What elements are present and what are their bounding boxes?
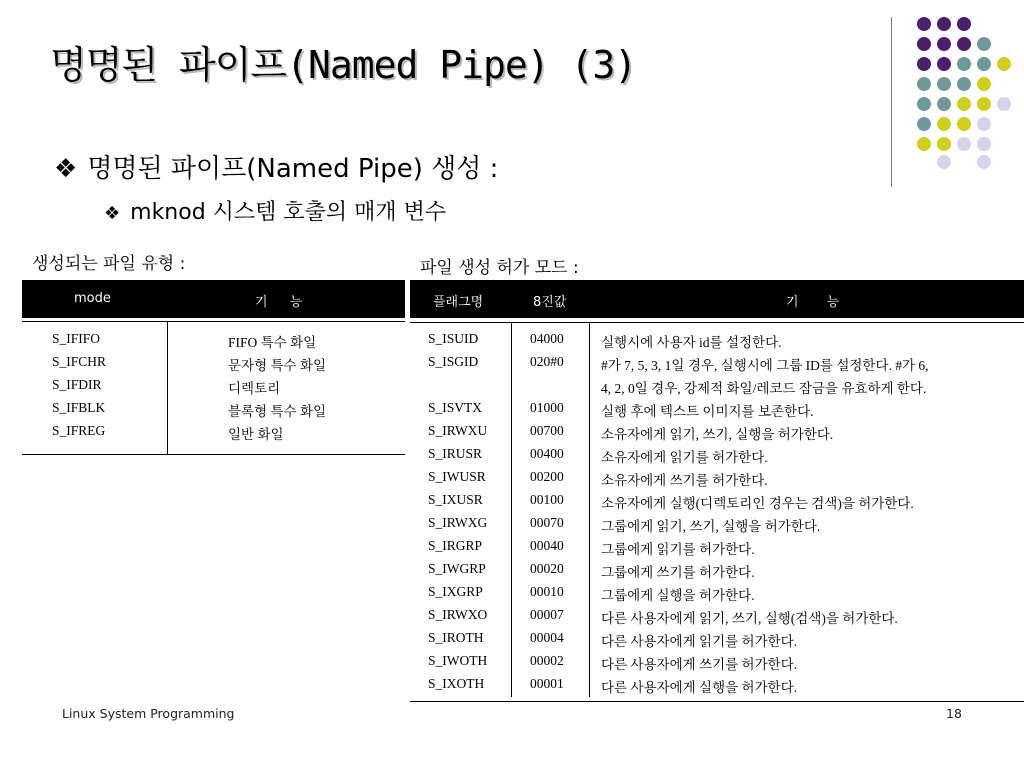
type-table-function-cell: 블록형 특수 화일 (228, 404, 327, 419)
mode-table-flag-cell: S_IRGRP (428, 538, 483, 553)
mode-table-octal-cell: 020#0 (530, 354, 564, 369)
decorative-divider (891, 17, 892, 187)
decorative-dot (917, 77, 931, 91)
mode-table-octal-cell: 00100 (530, 492, 564, 507)
mode-table-octal-cell: 00700 (530, 423, 564, 438)
type-table-bottom-rule (22, 454, 405, 455)
decorative-dot (917, 97, 931, 111)
mode-table-flag-cell: S_IRWXO (428, 607, 488, 622)
decorative-dot (957, 117, 971, 131)
type-table-column-divider (167, 322, 168, 454)
mode-table-header-function: 기 능 (786, 295, 840, 310)
decorative-dot (977, 57, 991, 71)
mode-table-octal-cell: 04000 (530, 331, 564, 346)
mode-table-function-cell: 4, 2, 0일 경우, 강제적 화일/레코드 잠금을 유효하게 한다. (601, 381, 927, 396)
mode-table-flag-cell: S_ISGID (428, 354, 479, 369)
decorative-dot (957, 17, 971, 31)
decorative-dot (977, 117, 991, 131)
decorative-dot (937, 57, 951, 71)
type-table-header (22, 280, 405, 318)
decorative-dot (937, 17, 951, 31)
mode-table-flag-cell: S_IXGRP (428, 584, 483, 599)
decorative-dot (957, 77, 971, 91)
type-table-mode-cell: S_IFBLK (52, 400, 106, 415)
type-table-mode-cell: S_IFIFO (52, 331, 101, 346)
mode-table-function-cell: 소유자에게 읽기, 쓰기, 실행을 허가한다. (601, 427, 834, 442)
mode-table-octal-cell: 00070 (530, 515, 564, 530)
mode-table-octal-cell: 00010 (530, 584, 564, 599)
decorative-dot (917, 137, 931, 151)
decorative-dot (997, 57, 1011, 71)
mode-table-flag-cell: S_IRWXU (428, 423, 488, 438)
bullet-level1 (54, 148, 498, 185)
mode-table-flag-cell: S_IXUSR (428, 492, 483, 507)
type-table-rule (22, 321, 405, 322)
file-type-label: 생성되는 파일 유형 : (32, 254, 186, 274)
mode-table-octal-cell: 00020 (530, 561, 564, 576)
decorative-dot (917, 117, 931, 131)
mode-table-function-cell: 그룹에게 읽기, 쓰기, 실행을 허가한다. (601, 519, 821, 534)
mode-table-octal-cell: 00040 (530, 538, 564, 553)
mode-table-function-cell: 소유자에게 읽기를 허가한다. (601, 450, 768, 465)
type-table-mode-cell: S_IFDIR (52, 377, 102, 392)
decorative-dot (957, 97, 971, 111)
mode-table-header-flag: 플래그명 (433, 295, 484, 310)
type-table-function-cell: 문자형 특수 화일 (228, 358, 327, 373)
bullet-level1-text: 명명된 파이프(Named Pipe) 생성 : (87, 154, 499, 184)
type-table-function-cell: 일반 화일 (228, 427, 284, 442)
decorative-dot (937, 137, 951, 151)
mode-table-rule (410, 322, 1024, 323)
decorative-dot (977, 97, 991, 111)
decorative-dot (957, 37, 971, 51)
mode-table-function-cell: 그룹에게 읽기를 허가한다. (601, 542, 755, 557)
footer-page-number: 18 (946, 706, 962, 721)
mode-table-flag-cell: S_IRUSR (428, 446, 483, 461)
mode-table-octal-cell: 00004 (530, 630, 564, 645)
decorative-dot (917, 17, 931, 31)
mode-table-function-cell: 다른 사용자에게 읽기, 쓰기, 실행(검색)을 허가한다. (601, 611, 898, 626)
mode-table-column-divider (589, 323, 590, 697)
diamond-bullet-icon: ❖ (54, 154, 78, 184)
mode-table-octal-cell: 01000 (530, 400, 564, 415)
decorative-dot (957, 137, 971, 151)
mode-table-octal-cell: 00400 (530, 446, 564, 461)
type-table-function-cell: FIFO 특수 화일 (228, 335, 317, 350)
mode-table-flag-cell: S_IXOTH (428, 676, 485, 691)
footer-course-name: Linux System Programming (62, 706, 235, 721)
decorative-dot (937, 155, 951, 169)
mode-table-function-cell: 다른 사용자에게 실행을 허가한다. (601, 680, 798, 695)
decorative-dot (937, 97, 951, 111)
mode-table-column-divider (511, 323, 512, 697)
decorative-dot (937, 37, 951, 51)
mode-table-function-cell: 실행 후에 텍스트 이미지를 보존한다. (601, 404, 814, 419)
mode-table-function-cell: #가 7, 5, 3, 1일 경우, 실행시에 그룹 ID를 설정한다. #가 6, (601, 358, 929, 373)
type-table-header-mode: mode (74, 291, 111, 306)
mode-table-function-cell: 그룹에게 쓰기를 허가한다. (601, 565, 755, 580)
mode-table-octal-cell: 00200 (530, 469, 564, 484)
mode-table-function-cell: 다른 사용자에게 쓰기를 허가한다. (601, 657, 798, 672)
decorative-dot (997, 97, 1011, 111)
diamond-bullet-icon: ❖ (104, 203, 121, 224)
mode-table-header (410, 280, 1024, 318)
mode-table-flag-cell: S_IWGRP (428, 561, 486, 576)
mode-table-function-cell: 다른 사용자에게 읽기를 허가한다. (601, 634, 798, 649)
decorative-dot (937, 117, 951, 131)
mode-table-flag-cell: S_IRWXG (428, 515, 488, 530)
mode-table-function-cell: 실행시에 사용자 id를 설정한다. (601, 335, 782, 350)
decorative-dot (957, 57, 971, 71)
type-table-header-function: 기 능 (255, 295, 303, 310)
mode-table-flag-cell: S_IROTH (428, 630, 484, 645)
mode-table-flag-cell: S_IWUSR (428, 469, 486, 484)
mode-table-octal-cell: 00001 (530, 676, 564, 691)
decorative-dot (917, 37, 931, 51)
type-table-mode-cell: S_IFCHR (52, 354, 107, 369)
mode-table-function-cell: 그룹에게 실행을 허가한다. (601, 588, 755, 603)
mode-table-bottom-rule (410, 701, 1024, 702)
decorative-dot (977, 137, 991, 151)
mode-table-flag-cell: S_IWOTH (428, 653, 488, 668)
mode-table-flag-cell: S_ISVTX (428, 400, 483, 415)
mode-table-header-octal: 8진값 (533, 295, 567, 310)
decorative-dot (977, 155, 991, 169)
decorative-dot (977, 37, 991, 51)
type-table-function-cell: 디렉토리 (228, 381, 281, 396)
mode-table-flag-cell: S_ISUID (428, 331, 479, 346)
page-title: 명명된 파이프(Named Pipe) (3) (50, 43, 637, 87)
bullet-level2-text: mknod 시스템 호출의 매개 변수 (130, 200, 447, 225)
bullet-level2 (104, 195, 446, 226)
decorative-dot (917, 57, 931, 71)
decorative-dot (977, 77, 991, 91)
permission-mode-label: 파일 생성 허가 모드 : (420, 258, 579, 278)
mode-table-octal-cell: 00007 (530, 607, 564, 622)
decorative-dot (937, 77, 951, 91)
type-table-mode-cell: S_IFREG (52, 423, 106, 438)
mode-table-function-cell: 소유자에게 실행(디렉토리인 경우는 검색)을 허가한다. (601, 496, 914, 511)
mode-table-octal-cell: 00002 (530, 653, 564, 668)
mode-table-function-cell: 소유자에게 쓰기를 허가한다. (601, 473, 768, 488)
